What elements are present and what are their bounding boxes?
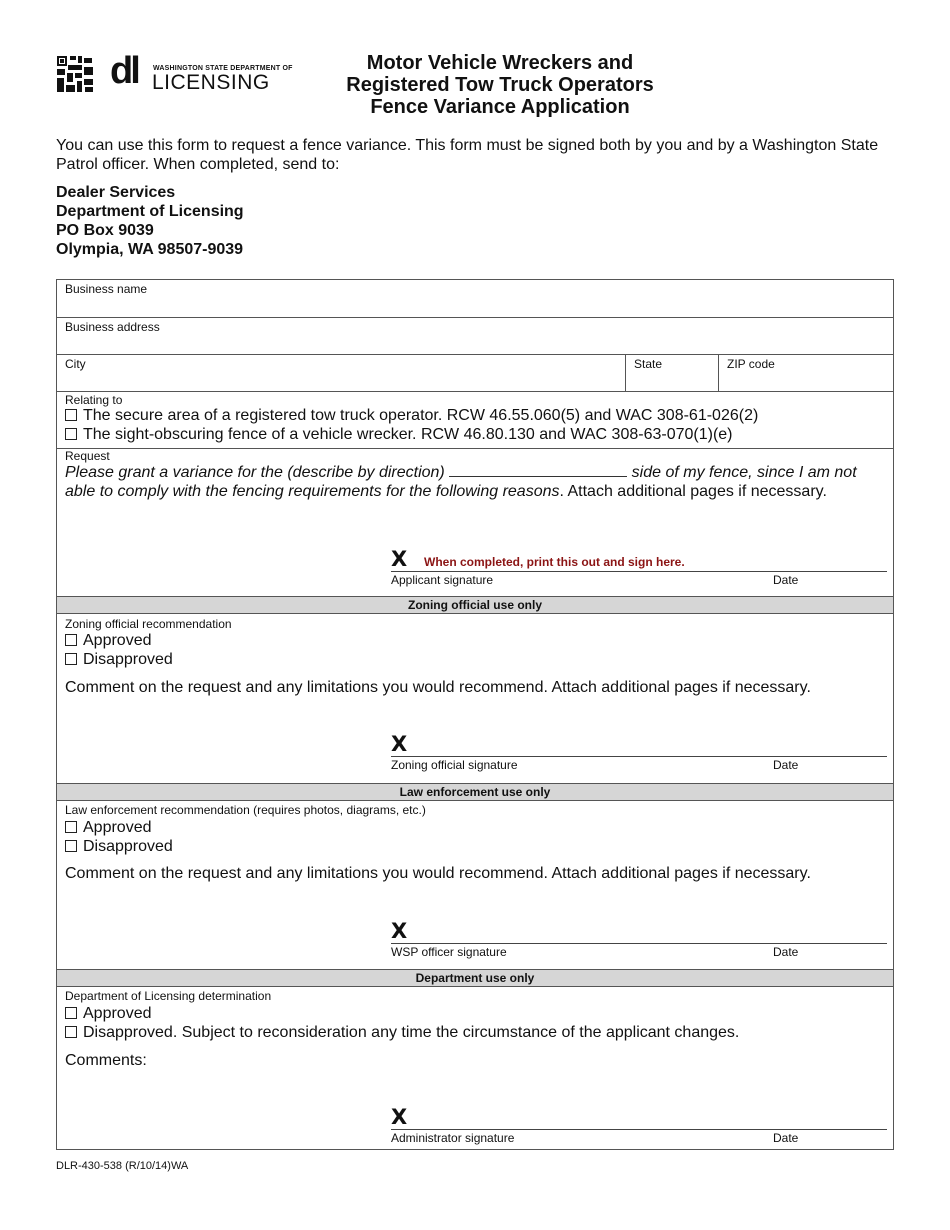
law-enforcement-label: Law enforcement recommendation (requires photos, diagrams, etc.) [65, 803, 426, 817]
request-text-part1: Please grant a variance for the (describe by direction) [65, 464, 445, 481]
logo-letters: dl [110, 50, 138, 92]
address-line: Dealer Services [56, 184, 176, 201]
zoning-signature-label: Zoning official signature [391, 758, 518, 772]
checkbox-icon[interactable] [65, 409, 77, 421]
zoning-disapproved-option[interactable] [65, 650, 173, 669]
logo-big-text: LICENSING [152, 71, 270, 94]
zoning-comment-instruction: Comment on the request and any limitations you would recommend. Attach additional pages if necessary. [65, 679, 811, 696]
administrator-signature-line[interactable] [391, 1129, 887, 1130]
relating-option-tow-truck[interactable] [65, 406, 758, 425]
law-enforcement-band: Law enforcement use only [57, 783, 893, 801]
business-name-label: Business name [65, 282, 148, 296]
title-line-3: Fence Variance Application [370, 96, 630, 118]
state-field[interactable] [626, 355, 718, 391]
sign-here-note: When completed, print this out and sign here. [424, 555, 685, 569]
department-section [57, 987, 893, 1149]
department-band: Department use only [57, 969, 893, 987]
checkbox-icon[interactable] [65, 428, 77, 440]
address-line: Department of Licensing [56, 203, 244, 220]
applicant-signature-label: Applicant signature [391, 573, 494, 587]
city-label: City [65, 357, 86, 371]
checkbox-icon[interactable] [65, 1007, 77, 1019]
law-approved-option[interactable] [65, 818, 152, 837]
option-text: Approved [83, 1005, 152, 1022]
zoning-approved-option[interactable] [65, 631, 152, 650]
option-text: Disapproved. Subject to reconsideration any time the circumstance of the applicant changes. [83, 1024, 740, 1041]
business-address-label: Business address [65, 320, 160, 334]
law-comment-instruction: Comment on the request and any limitations you would recommend. Attach additional pages if necessary. [65, 865, 811, 882]
administrator-signature-label: Administrator signature [391, 1131, 515, 1145]
dept-disapproved-option[interactable] [65, 1023, 739, 1042]
dept-approved-option[interactable] [65, 1004, 152, 1023]
option-text: Approved [83, 819, 152, 836]
title-line-1: Motor Vehicle Wreckers and [366, 52, 634, 74]
zip-label: ZIP code [727, 357, 775, 371]
wsp-signature-line[interactable] [391, 943, 887, 944]
relating-to-section [57, 392, 893, 449]
checkbox-icon[interactable] [65, 653, 77, 665]
title-line-2: Registered Tow Truck Operators [346, 74, 654, 96]
address-line: PO Box 9039 [56, 222, 154, 239]
administrator-date-label: Date [773, 1131, 799, 1145]
checkbox-icon[interactable] [65, 821, 77, 833]
mailing-address [56, 183, 244, 259]
checkbox-icon[interactable] [65, 840, 77, 852]
business-address-field[interactable] [57, 318, 893, 355]
page-title [300, 52, 700, 118]
zoning-date-label: Date [773, 758, 799, 772]
option-text: Disapproved [83, 838, 173, 855]
business-name-field[interactable] [57, 280, 893, 318]
option-text: The sight-obscuring fence of a vehicle wrecker. RCW 46.80.130 and WAC 308-63-070(1)(e) [83, 426, 733, 443]
request-text-part3: able to comply with the fencing requirements for the following reasons [65, 483, 560, 500]
applicant-signature-line[interactable] [391, 571, 887, 572]
option-text: Approved [83, 632, 152, 649]
request-section [57, 449, 893, 596]
checkbox-icon[interactable] [65, 1026, 77, 1038]
zoning-label: Zoning official recommendation [65, 617, 232, 631]
signature-x-mark: X [391, 919, 408, 943]
relating-option-wrecker[interactable] [65, 425, 733, 444]
city-state-zip-row [57, 355, 893, 392]
option-text: Disapproved [83, 651, 173, 668]
request-line-1 [65, 463, 857, 482]
address-line: Olympia, WA 98507-9039 [56, 241, 244, 258]
law-disapproved-option[interactable] [65, 837, 173, 856]
wsp-signature-label: WSP officer signature [391, 945, 507, 959]
department-label: Department of Licensing determination [65, 989, 272, 1003]
dol-logo [56, 50, 293, 95]
zoning-band: Zoning official use only [57, 596, 893, 614]
zip-field[interactable] [719, 355, 893, 391]
logo-small-text: WASHINGTON STATE DEPARTMENT OF [153, 65, 293, 72]
city-field[interactable] [57, 355, 625, 391]
request-text-part4: . Attach additional pages if necessary. [559, 483, 827, 500]
request-line-2 [65, 482, 827, 501]
signature-x-mark: X [391, 732, 408, 756]
direction-input[interactable] [449, 464, 627, 477]
state-label: State [634, 357, 663, 371]
applicant-date-label: Date [773, 573, 799, 587]
zoning-signature-line[interactable] [391, 756, 887, 757]
law-enforcement-section [57, 801, 893, 970]
request-text-part2: side of my fence, since I am not [631, 464, 857, 481]
signature-x-mark: X [391, 547, 408, 571]
checkbox-icon[interactable] [65, 634, 77, 646]
intro-text: You can use this form to request a fence variance. This form must be signed both by you and by a Washington State Patrol officer. When completed, send to: [56, 137, 879, 173]
option-text: The secure area of a registered tow truck operator. RCW 46.55.060(5) and WAC 308-61-026(2) [83, 407, 759, 424]
form-number: DLR-430-538 (R/10/14)WA [56, 1160, 189, 1172]
application-form [56, 279, 894, 1150]
signature-x-mark: X [391, 1105, 408, 1129]
dept-comments-label: Comments: [65, 1052, 147, 1069]
relating-to-label: Relating to [65, 393, 123, 407]
request-label: Request [65, 449, 110, 463]
zoning-section [57, 614, 893, 784]
wsp-date-label: Date [773, 945, 799, 959]
